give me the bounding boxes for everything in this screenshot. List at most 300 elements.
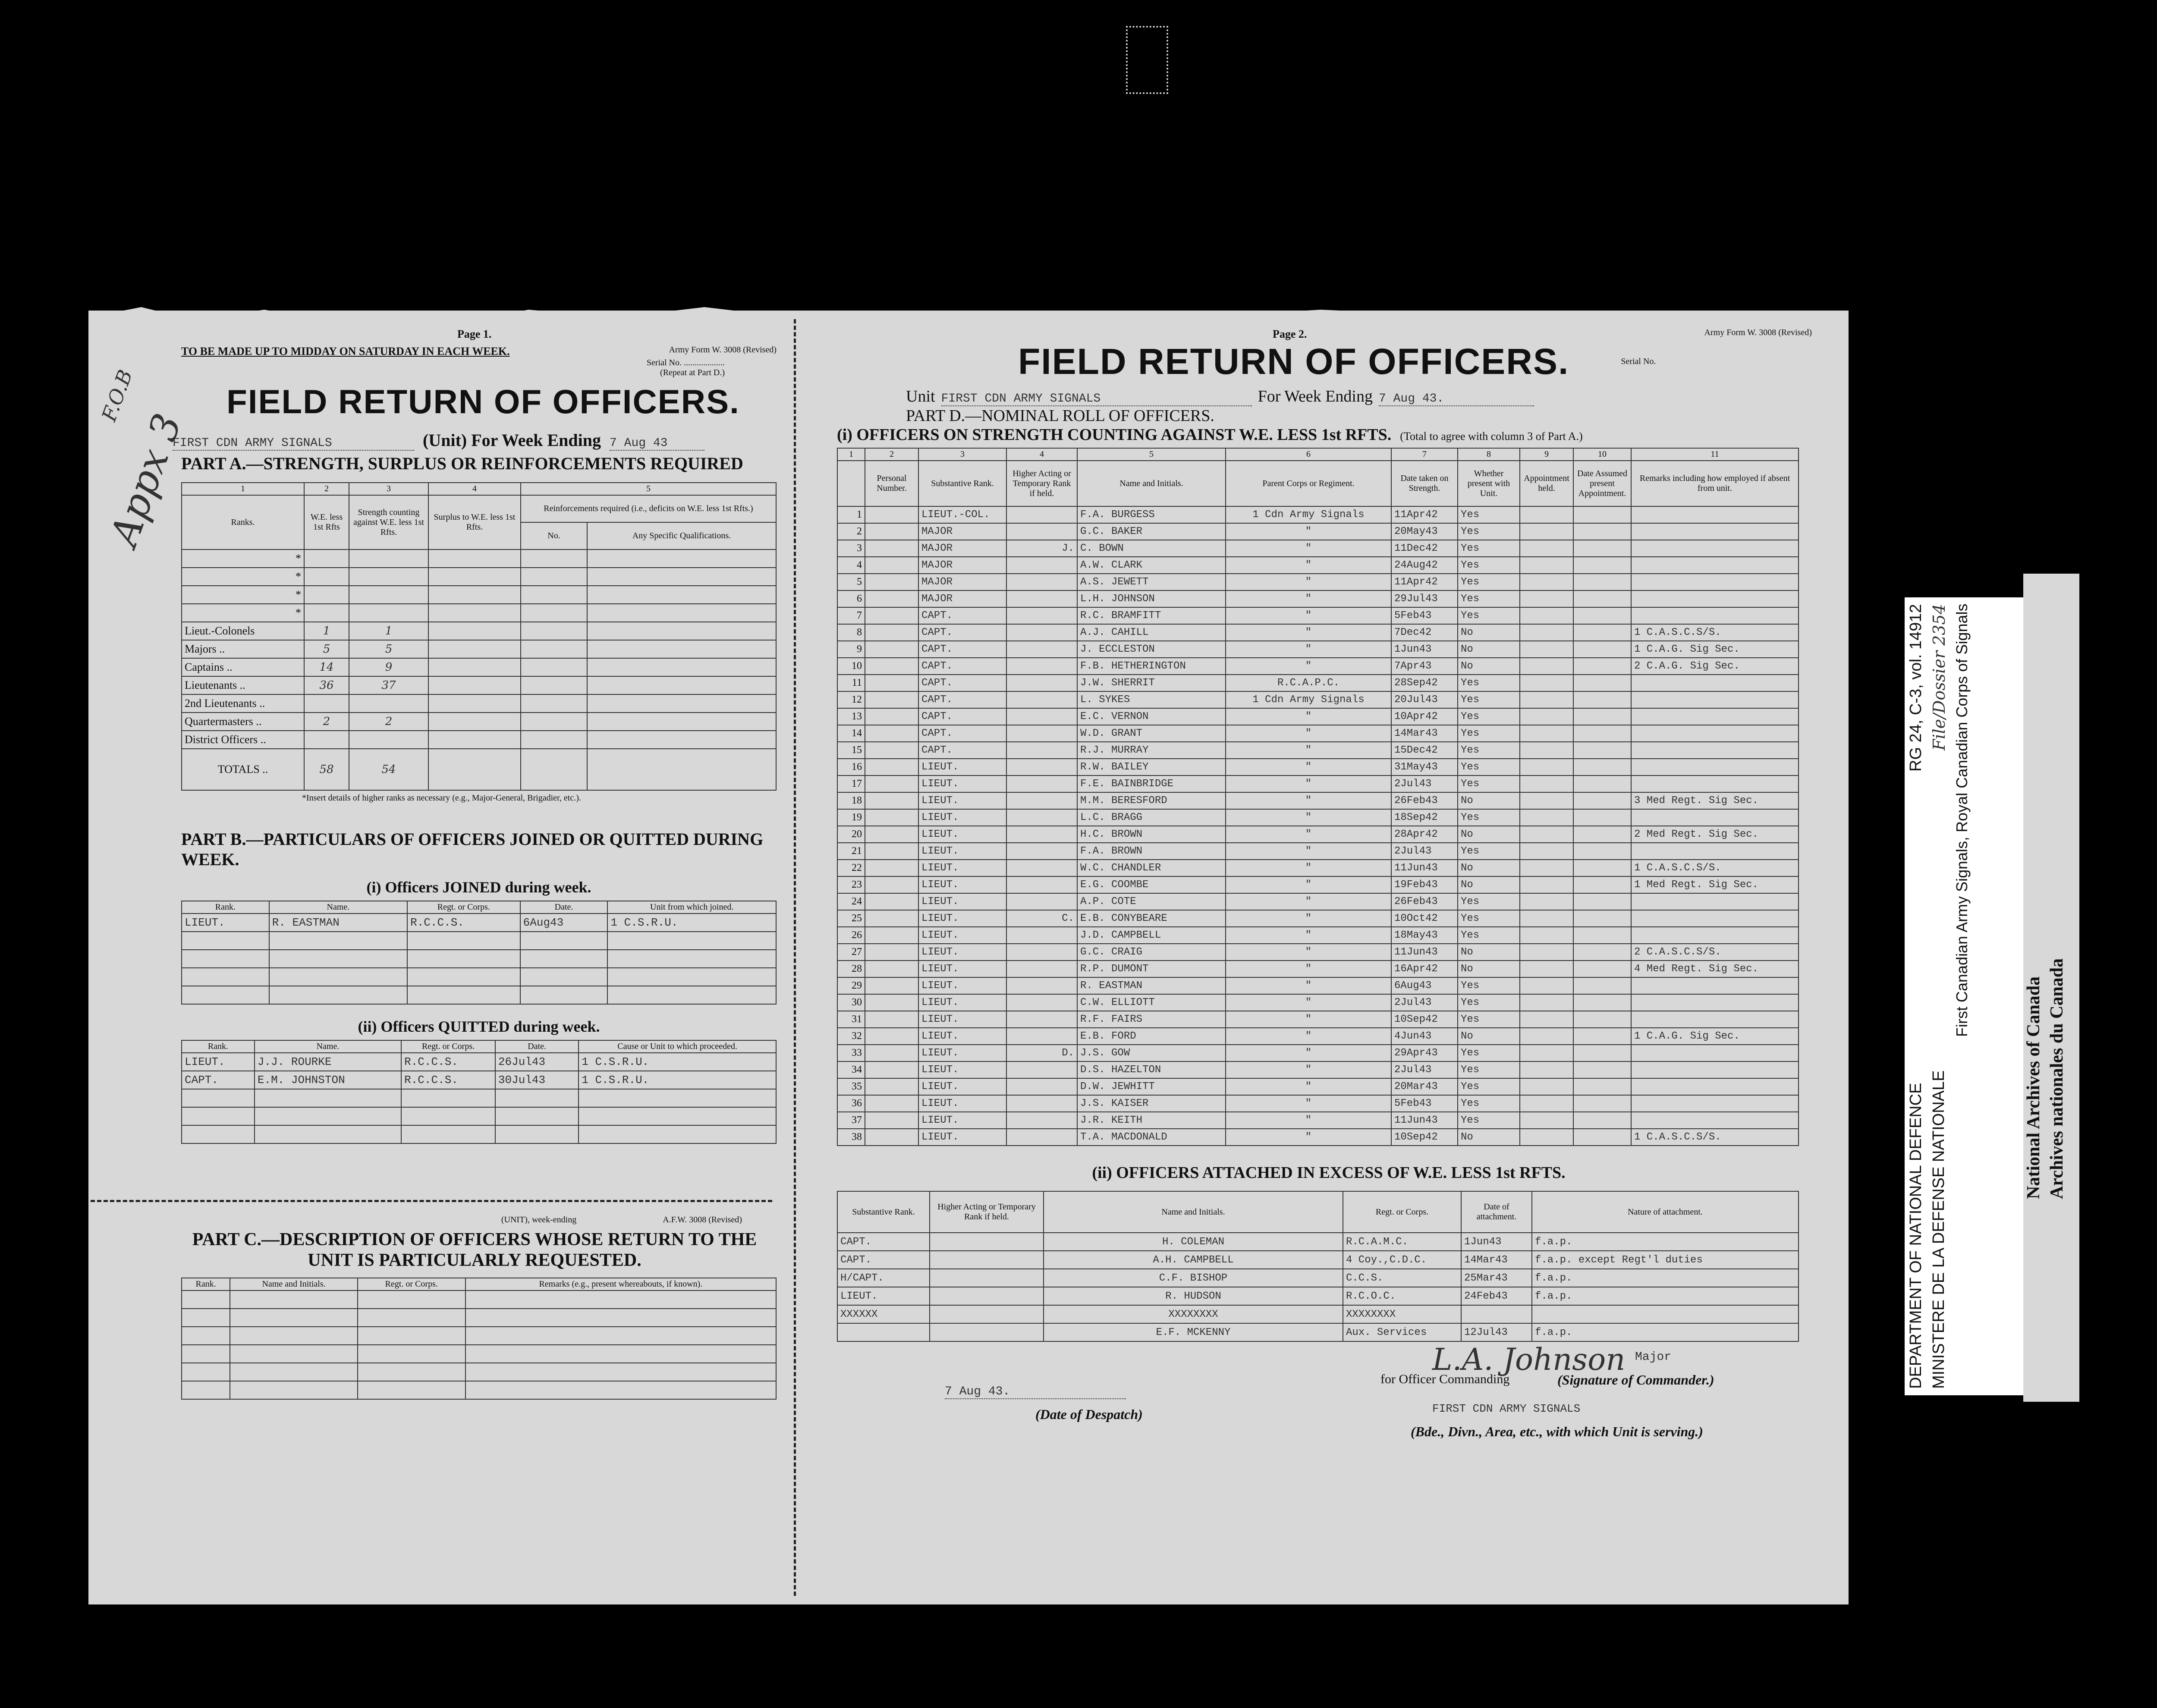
unit-label: (Unit) For Week Ending [423, 430, 601, 450]
blank-cell [579, 1107, 776, 1125]
remarks [1631, 675, 1799, 691]
attached-col-head: Name and Initials. [1044, 1191, 1343, 1233]
officer-name: J.S. GOW [1077, 1045, 1226, 1061]
attached-row [837, 1305, 1799, 1323]
present-with-unit: No [1458, 876, 1520, 893]
remarks [1631, 742, 1799, 759]
col-head: Personal Number. [865, 461, 918, 506]
officer-row [837, 843, 1799, 860]
reinf-qual [587, 713, 776, 731]
strength-value [349, 604, 428, 622]
attached-date: 1Jun43 [1461, 1233, 1532, 1251]
remarks [1631, 994, 1799, 1011]
blank-cell [230, 1327, 358, 1345]
personal-number [865, 523, 918, 540]
officer-row [837, 977, 1799, 994]
strength-value [349, 586, 428, 604]
blank-cell [358, 1327, 465, 1345]
blank-cell [182, 1089, 255, 1107]
higher-rank [1006, 691, 1077, 708]
reinf-qual [587, 658, 776, 676]
higher-rank [1006, 994, 1077, 1011]
col-number: 9 [1520, 448, 1573, 461]
quitted-col-head: Rank. [182, 1040, 255, 1053]
substantive-rank: LIEUT. [918, 876, 1006, 893]
part-a-row [182, 676, 776, 694]
officers-table [837, 448, 1799, 1146]
formation-caption: (Bde., Divn., Area, etc., with which Unit is serving.) [1411, 1424, 1703, 1439]
parent-corps: " [1226, 977, 1391, 994]
reinf-no [521, 549, 587, 568]
officer-name: E.B. CONYBEARE [1077, 910, 1226, 927]
blank-cell [407, 986, 520, 1004]
remarks: 1 Med Regt. Sig Sec. [1631, 876, 1799, 893]
appointment [1520, 523, 1573, 540]
substantive-rank: LIEUT. [918, 843, 1006, 860]
present-with-unit: Yes [1458, 1112, 1520, 1129]
officer-row [837, 1061, 1799, 1078]
personal-number [865, 910, 918, 927]
repeat-note: (Repeat at Part D.) [660, 368, 725, 377]
remarks [1631, 1112, 1799, 1129]
appointment [1520, 590, 1573, 607]
row-number: 18 [837, 792, 865, 809]
attached-name: E.F. MCKENNY [1044, 1323, 1343, 1341]
personal-number [865, 658, 918, 675]
substantive-rank: MAJOR [918, 540, 1006, 557]
higher-rank [1006, 759, 1077, 776]
date-appointment [1573, 876, 1631, 893]
date-appointment [1573, 927, 1631, 944]
col-reinf: Reinforcements required (i.e., deficits on W.E. less 1st Rfts.) [521, 495, 776, 522]
higher-rank [1006, 843, 1077, 860]
quitted-row [182, 1053, 776, 1071]
appointment [1520, 876, 1573, 893]
row-number: 38 [837, 1129, 865, 1146]
dept-name-fr: MINISTERE DE LA DEFENSE NATIONALE [1930, 1070, 1948, 1389]
blank-cell [182, 950, 269, 968]
personal-number [865, 759, 918, 776]
substantive-rank: LIEUT. [918, 826, 1006, 843]
row-number: 4 [837, 557, 865, 574]
officer-name: W.C. CHANDLER [1077, 860, 1226, 876]
part-d-title: PART D.—NOMINAL ROLL OF OFFICERS. [906, 407, 1214, 425]
appointment [1520, 826, 1573, 843]
officer-row [837, 776, 1799, 792]
attached-nature: f.a.p. [1532, 1287, 1799, 1305]
blank-cell [182, 968, 269, 986]
date-appointment [1573, 776, 1631, 792]
remarks [1631, 523, 1799, 540]
remarks [1631, 1095, 1799, 1112]
present-with-unit: No [1458, 860, 1520, 876]
officer-row [837, 624, 1799, 641]
present-with-unit: Yes [1458, 759, 1520, 776]
present-with-unit: Yes [1458, 910, 1520, 927]
part-b-title: PART B.—PARTICULARS OF OFFICERS JOINED OR QUITTED DURING WEEK. [181, 829, 764, 869]
part-a-row [182, 622, 776, 640]
joined-unit: 1 C.S.R.U. [607, 914, 776, 932]
parent-corps: " [1226, 742, 1391, 759]
blank-cell [607, 950, 776, 968]
reinf-qual [587, 731, 776, 749]
officer-name: J.S. KAISER [1077, 1095, 1226, 1112]
part-c-blank-row [182, 1381, 776, 1399]
totals-label: TOTALS .. [182, 749, 304, 790]
date-appointment [1573, 574, 1631, 590]
date-appointment [1573, 809, 1631, 826]
part-a-row [182, 731, 776, 749]
personal-number [865, 1011, 918, 1028]
date-on-strength: 5Feb43 [1391, 1095, 1458, 1112]
part-a-table [181, 482, 777, 791]
personal-number [865, 742, 918, 759]
blank-cell [465, 1381, 776, 1399]
attached-nature: f.a.p. [1532, 1323, 1799, 1341]
officer-row [837, 961, 1799, 977]
officer-name: A.W. CLARK [1077, 557, 1226, 574]
row-number: 29 [837, 977, 865, 994]
date-on-strength: 11Dec42 [1391, 540, 1458, 557]
quitted-blank-row [182, 1107, 776, 1125]
date-appointment [1573, 1011, 1631, 1028]
joined-col-head: Name. [269, 901, 407, 914]
officer-name: E.C. VERNON [1077, 708, 1226, 725]
parent-corps: 1 Cdn Army Signals [1226, 691, 1391, 708]
appointment [1520, 1078, 1573, 1095]
attached-col-head: Nature of attachment. [1532, 1191, 1799, 1233]
blank-cell [465, 1345, 776, 1363]
quitted-rank: CAPT. [182, 1071, 255, 1089]
row-number: 31 [837, 1011, 865, 1028]
blank-cell [607, 968, 776, 986]
personal-number [865, 506, 918, 523]
appointment [1520, 944, 1573, 961]
present-with-unit: No [1458, 944, 1520, 961]
present-with-unit: Yes [1458, 843, 1520, 860]
attached-rank: XXXXXX [837, 1305, 930, 1323]
personal-number [865, 557, 918, 574]
reinf-no [521, 676, 587, 694]
blank-cell [182, 932, 269, 950]
col-num: 5 [521, 483, 776, 495]
joined-col-head: Regt. or Corps. [407, 901, 520, 914]
remarks: 1 C.A.G. Sig Sec. [1631, 1028, 1799, 1045]
quitted-row [182, 1071, 776, 1089]
higher-rank [1006, 927, 1077, 944]
row-number: 26 [837, 927, 865, 944]
attached-rank: CAPT. [837, 1233, 930, 1251]
despatch-caption: (Date of Despatch) [1035, 1407, 1143, 1422]
attached-row [837, 1251, 1799, 1269]
present-with-unit: Yes [1458, 691, 1520, 708]
date-on-strength: 10Oct42 [1391, 910, 1458, 927]
attached-date [1461, 1305, 1532, 1323]
reinf-qual [587, 640, 776, 658]
personal-number [865, 994, 918, 1011]
present-with-unit: No [1458, 624, 1520, 641]
present-with-unit: No [1458, 961, 1520, 977]
row-number: 34 [837, 1061, 865, 1078]
col-num: 1 [182, 483, 304, 495]
serial-label: Serial No. [1621, 357, 1656, 366]
higher-rank [1006, 1028, 1077, 1045]
officer-row [837, 893, 1799, 910]
blank-cell [182, 1309, 230, 1327]
personal-number [865, 826, 918, 843]
officer-name: L.H. JOHNSON [1077, 590, 1226, 607]
substantive-rank: CAPT. [918, 691, 1006, 708]
serial-label: Serial No. [646, 358, 682, 367]
parent-corps: " [1226, 1061, 1391, 1078]
attached-nature: f.a.p. except Regt'l duties [1532, 1251, 1799, 1269]
strength-value: 9 [349, 658, 428, 676]
blank-cell [269, 932, 407, 950]
surplus-value [428, 676, 521, 694]
date-on-strength: 29Apr43 [1391, 1045, 1458, 1061]
parent-corps: " [1226, 961, 1391, 977]
higher-rank [1006, 708, 1077, 725]
substantive-rank: LIEUT. [918, 910, 1006, 927]
substantive-rank: LIEUT. [918, 893, 1006, 910]
officer-row [837, 658, 1799, 675]
officer-name: A.S. JEWETT [1077, 574, 1226, 590]
date-appointment [1573, 590, 1631, 607]
present-with-unit: Yes [1458, 994, 1520, 1011]
parent-corps: " [1226, 1011, 1391, 1028]
row-number: 13 [837, 708, 865, 725]
part-c-blank-row [182, 1309, 776, 1327]
rank-label: Lieut.-Colonels [182, 622, 304, 640]
col-num: 2 [304, 483, 349, 495]
part-c-unit: (UNIT), week-ending [501, 1215, 577, 1224]
quitted-title: (ii) Officers QUITTED during week. [358, 1018, 600, 1035]
quitted-unit: 1 C.S.R.U. [579, 1053, 776, 1071]
quitted-table [181, 1040, 777, 1144]
officer-name: H.C. BROWN [1077, 826, 1226, 843]
appointment [1520, 1112, 1573, 1129]
date-appointment [1573, 994, 1631, 1011]
blank-cell [230, 1345, 358, 1363]
date-on-strength: 2Jul43 [1391, 1061, 1458, 1078]
rank-label: * [182, 568, 304, 586]
date-appointment [1573, 557, 1631, 574]
part-c-table [181, 1278, 777, 1400]
parent-corps: " [1226, 944, 1391, 961]
we-value [304, 731, 349, 749]
reinf-no [521, 713, 587, 731]
row-number: 2 [837, 523, 865, 540]
higher-rank [1006, 675, 1077, 691]
parent-corps: " [1226, 1112, 1391, 1129]
blank-cell [495, 1089, 579, 1107]
officer-name: F.E. BAINBRIDGE [1077, 776, 1226, 792]
personal-number [865, 1045, 918, 1061]
higher-rank [1006, 523, 1077, 540]
appointment [1520, 860, 1573, 876]
parent-corps: " [1226, 994, 1391, 1011]
substantive-rank: LIEUT. [918, 1129, 1006, 1146]
col-head: Appointment held. [1520, 461, 1573, 506]
appointment [1520, 776, 1573, 792]
present-with-unit: Yes [1458, 1078, 1520, 1095]
substantive-rank: CAPT. [918, 708, 1006, 725]
officer-row [837, 809, 1799, 826]
parent-corps: " [1226, 860, 1391, 876]
section-2-title: (ii) OFFICERS ATTACHED IN EXCESS OF W.E. LESS 1st RFTS. [1092, 1164, 1566, 1182]
present-with-unit: Yes [1458, 557, 1520, 574]
parent-corps: " [1226, 574, 1391, 590]
substantive-rank: LIEUT. [918, 961, 1006, 977]
date-appointment [1573, 759, 1631, 776]
date-on-strength: 6Aug43 [1391, 977, 1458, 994]
higher-rank [1006, 1112, 1077, 1129]
substantive-rank: LIEUT. [918, 809, 1006, 826]
parent-corps: " [1226, 792, 1391, 809]
reinf-no [521, 640, 587, 658]
part-c-blank-row [182, 1327, 776, 1345]
present-with-unit: Yes [1458, 1045, 1520, 1061]
present-with-unit: Yes [1458, 523, 1520, 540]
officer-row [837, 691, 1799, 708]
surplus-value [428, 549, 521, 568]
archive-ref-1: RG 24, C-3, vol. 14912 [1907, 604, 1925, 772]
date-appointment [1573, 910, 1631, 927]
officer-row [837, 675, 1799, 691]
higher-rank [1006, 1061, 1077, 1078]
unit-name: FIRST CDN ARMY SIGNALS [173, 436, 414, 451]
present-with-unit: No [1458, 658, 1520, 675]
col-head: Higher Acting or Temporary Rank if held. [1006, 461, 1077, 506]
week-label: For Week Ending [1258, 387, 1373, 405]
blank-cell [255, 1125, 401, 1143]
parent-corps: " [1226, 658, 1391, 675]
parent-corps: " [1226, 809, 1391, 826]
present-with-unit: Yes [1458, 675, 1520, 691]
officer-row [837, 1011, 1799, 1028]
substantive-rank: LIEUT. [918, 1095, 1006, 1112]
signature-rank: Major [1635, 1350, 1672, 1364]
present-with-unit: Yes [1458, 506, 1520, 523]
blank-cell [182, 1363, 230, 1381]
remarks [1631, 1011, 1799, 1028]
part-c-blank-row [182, 1290, 776, 1309]
tear-line [91, 1200, 772, 1202]
col-head: Remarks including how employed if absent from unit. [1631, 461, 1799, 506]
date-on-strength: 18May43 [1391, 927, 1458, 944]
date-appointment [1573, 523, 1631, 540]
quitted-rank: LIEUT. [182, 1053, 255, 1071]
date-on-strength: 29Jul43 [1391, 590, 1458, 607]
date-appointment [1573, 944, 1631, 961]
remarks: 1 C.A.S.C.S/S. [1631, 624, 1799, 641]
totals-we: 58 [304, 749, 349, 790]
surplus-value [428, 713, 521, 731]
appointment [1520, 961, 1573, 977]
date-appointment [1573, 1129, 1631, 1146]
date-on-strength: 26Feb43 [1391, 893, 1458, 910]
personal-number [865, 590, 918, 607]
rank-label: Captains .. [182, 658, 304, 676]
attached-row [837, 1233, 1799, 1251]
higher-rank [1006, 1095, 1077, 1112]
blank-cell [269, 950, 407, 968]
joined-table [181, 901, 777, 1005]
part-c-form: A.F.W. 3008 (Revised) [663, 1215, 742, 1224]
quitted-col-head: Name. [255, 1040, 401, 1053]
blank-cell [495, 1107, 579, 1125]
parent-corps: " [1226, 523, 1391, 540]
date-on-strength: 24Aug42 [1391, 557, 1458, 574]
personal-number [865, 540, 918, 557]
row-number: 36 [837, 1095, 865, 1112]
present-with-unit: Yes [1458, 977, 1520, 994]
strength-value [349, 731, 428, 749]
appointment [1520, 977, 1573, 994]
present-with-unit: No [1458, 826, 1520, 843]
substantive-rank: LIEUT. [918, 860, 1006, 876]
joined-col-head: Date. [520, 901, 608, 914]
joined-blank-row [182, 968, 776, 986]
blank-cell [230, 1363, 358, 1381]
appointment [1520, 809, 1573, 826]
row-number: 37 [837, 1112, 865, 1129]
reinf-no [521, 694, 587, 713]
date-appointment [1573, 1078, 1631, 1095]
attached-col-head: Higher Acting or Temporary Rank if held. [930, 1191, 1044, 1233]
attached-higher-rank [930, 1323, 1044, 1341]
officer-row [837, 927, 1799, 944]
date-on-strength: 20Jul43 [1391, 691, 1458, 708]
substantive-rank: CAPT. [918, 641, 1006, 658]
parent-corps: " [1226, 759, 1391, 776]
joined-rank: LIEUT. [182, 914, 269, 932]
substantive-rank: MAJOR [918, 574, 1006, 590]
substantive-rank: MAJOR [918, 523, 1006, 540]
strength-value: 5 [349, 640, 428, 658]
attached-date: 24Feb43 [1461, 1287, 1532, 1305]
date-appointment [1573, 742, 1631, 759]
remarks: 3 Med Regt. Sig Sec. [1631, 792, 1799, 809]
remarks [1631, 843, 1799, 860]
appointment [1520, 792, 1573, 809]
reinf-qual [587, 549, 776, 568]
parent-corps: " [1226, 624, 1391, 641]
present-with-unit: No [1458, 1028, 1520, 1045]
officer-name: R.P. DUMONT [1077, 961, 1226, 977]
col-surplus: Surplus to W.E. less 1st Rfts. [428, 495, 521, 549]
page-1: Page 1. TO BE MADE UP TO MIDDAY ON SATURDAY IN EACH WEEK. Army Form W. 3008 (Revised) Serial No. ................... (Repeat at Part D.) FIELD RETURN OF OFFICERS. F.O.B Appx 3 FIRST CDN ARMY SIGNALS (Unit) For Week Ending 7 Aug 43 PART A.—STRENGTH, SURPLUS OR REINFORCEMENTS REQUIRED 1 2 3 4 5 Ranks. W.E. less 1st Rfts Strength counting against W.E. less 1st Rfts. Surplus to W.E. less 1st Rfts. Reinforcements required (i.e., deficits on W.E. less 1st Rfts.) No. Any Specific Qualifications. * * * * Lieut.-Colonels 1 1 Majors .. 5 5 Captains .. 14 9 Lieutenants .. 36 37 2nd Lieutenants .. Quartermasters .. 2 2 District Officers .. TOTALS .. 58 54 *Insert details of higher ranks as necessary (e.g., Major-General, Brigadier, etc.). PART B.—PARTICULARS OF OFFICERS JOINED OR QUITTED DURING WEEK. (i) Officers JOINED during week. Rank. Name. Regt. or Corps. Date. Unit from which joined. LIEUT. R. EASTMAN R.C.C.S. 6Aug43 1 C.S.R.U. (ii) Officers QUITTED during week. Rank. Name. Regt. or Corps. Date. Cause or Unit to which proceeded. LIEUT. J.J. ROURKE R.C.C.S. 26Jul43 1 C.S.R.U. CAPT. E.M. JOHNSTON R.C.C.S. 30Jul43 1 C.S.R.U. (UNIT), week-ending A.F.W. 3008 (Revised) PART C.—DESCRIPTION OF OFFICERS WHOSE RETURN TO THE UNIT IS PARTICULARLY REQUESTED. Rank. Name and Initials. Regt. or Corps. Remarks (e.g., present whereabouts, if known). [104, 328, 777, 1400]
present-with-unit: No [1458, 1129, 1520, 1146]
strength-value [349, 568, 428, 586]
date-appointment [1573, 624, 1631, 641]
row-number: 19 [837, 809, 865, 826]
attached-col-head: Regt. or Corps. [1343, 1191, 1461, 1233]
blank-cell [255, 1107, 401, 1125]
remarks: 1 C.A.S.C.S/S. [1631, 860, 1799, 876]
higher-rank [1006, 1129, 1077, 1146]
substantive-rank: LIEUT.-COL. [918, 506, 1006, 523]
attached-row [837, 1323, 1799, 1341]
substantive-rank: LIEUT. [918, 927, 1006, 944]
remarks [1631, 910, 1799, 927]
substantive-rank: LIEUT. [918, 792, 1006, 809]
form-number: Army Form W. 3008 (Revised) [669, 345, 777, 355]
row-number: 5 [837, 574, 865, 590]
date-appointment [1573, 826, 1631, 843]
date-on-strength: 7Apr43 [1391, 658, 1458, 675]
higher-rank [1006, 624, 1077, 641]
